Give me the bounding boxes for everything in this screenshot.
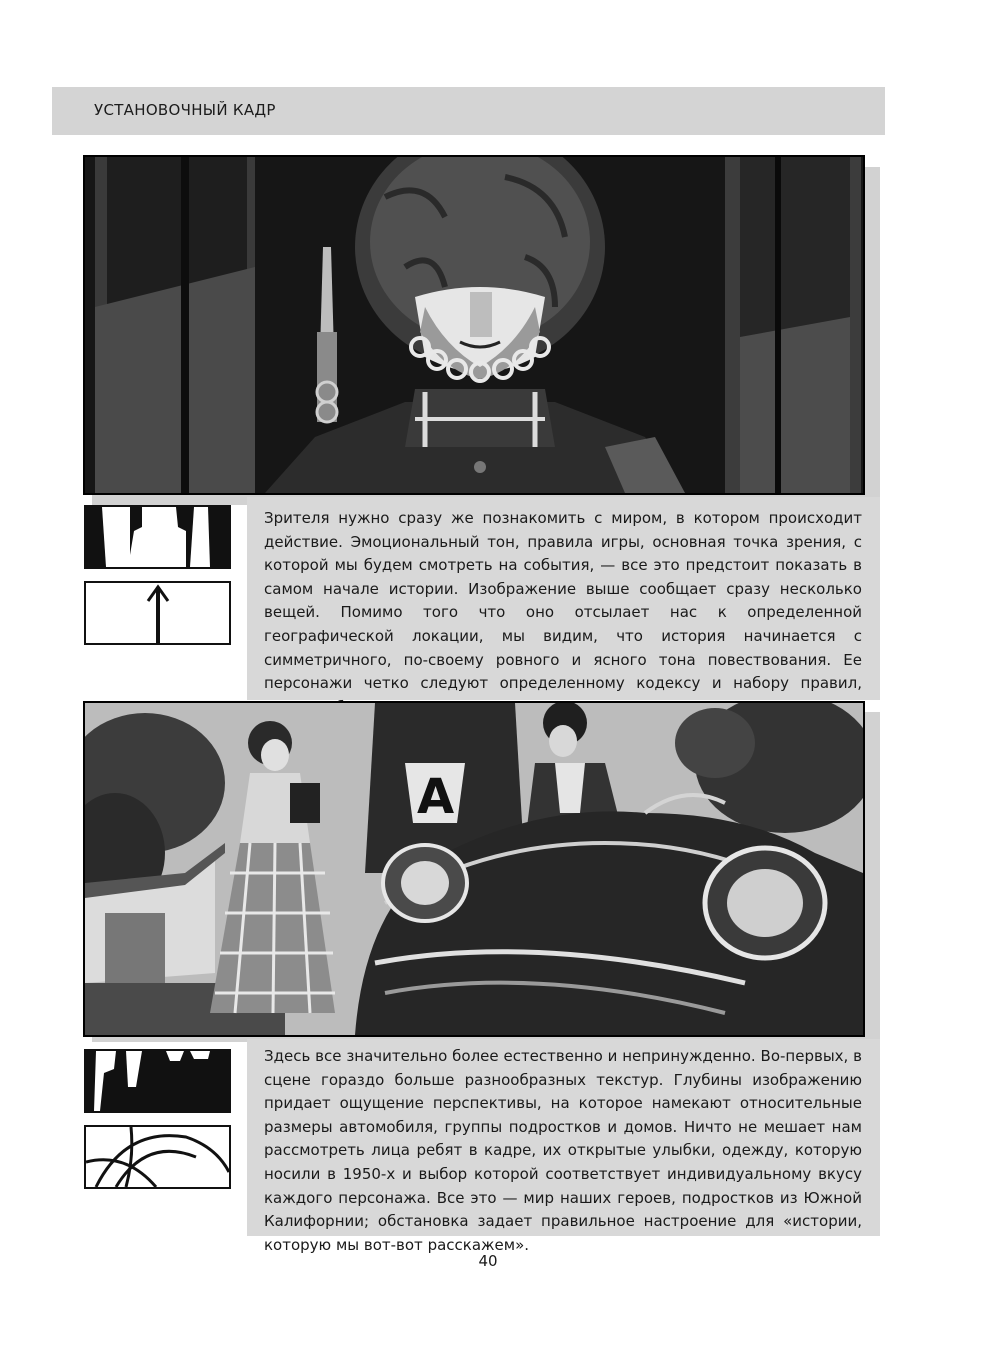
thumbnail-curves-sketch bbox=[84, 1125, 231, 1189]
thumbnail-figures-sketch bbox=[84, 1049, 231, 1113]
teens-car-illustration bbox=[83, 701, 865, 1037]
page-number: 40 bbox=[478, 1252, 498, 1270]
chapter-header-bar bbox=[52, 87, 885, 135]
svg-text:A: A bbox=[417, 769, 455, 825]
thumbnail-vertical-arrow-sketch bbox=[84, 581, 231, 645]
paragraph-natural-scene: Здесь все значительно более естественно и непринужденно. Во-первых, в сцене гораздо больше разнообразных текстур. Глубины изображению придает ощущение перспективы, на которое намекают относительные размеры автомобиля, группы подростков и домов. Ничто не мешает нам рассмотреть лица ребят в кадре, их открытые улыбки, одежду, которую носили в 1950-х и выбор которой соответствует индивидуальному вкусу каждого персонажа. Все это — мир наших героев, подростков из Южной Калифорнии; обстановка задает правильное настроение для «истории, которую мы вот-вот расскажем». bbox=[264, 1047, 862, 1254]
thumbnail-symmetry-sketch bbox=[84, 505, 231, 569]
paragraph-establishing-shot: Зрителя нужно сразу же познакомить с миром, в котором происходит действие. Эмоциональный тон, правила игры, основная точка зрения, с которой мы будем смотреть на события, — все это предстоит показать в самом начале истории. Изображение выше сообщает сразу несколько вещей. Помимо того что оно отсылает нас к определенной географической локации, мы видим, что история начинается с симметричного, по-своему ровного и ясного тона повествования. Ее персонажи четко следуют определенному кодексу и набору правил, bbox=[264, 509, 862, 693]
chapter-title: УСТАНОВОЧНЫЙ КАДР bbox=[94, 101, 276, 119]
guard-illustration bbox=[83, 155, 865, 495]
